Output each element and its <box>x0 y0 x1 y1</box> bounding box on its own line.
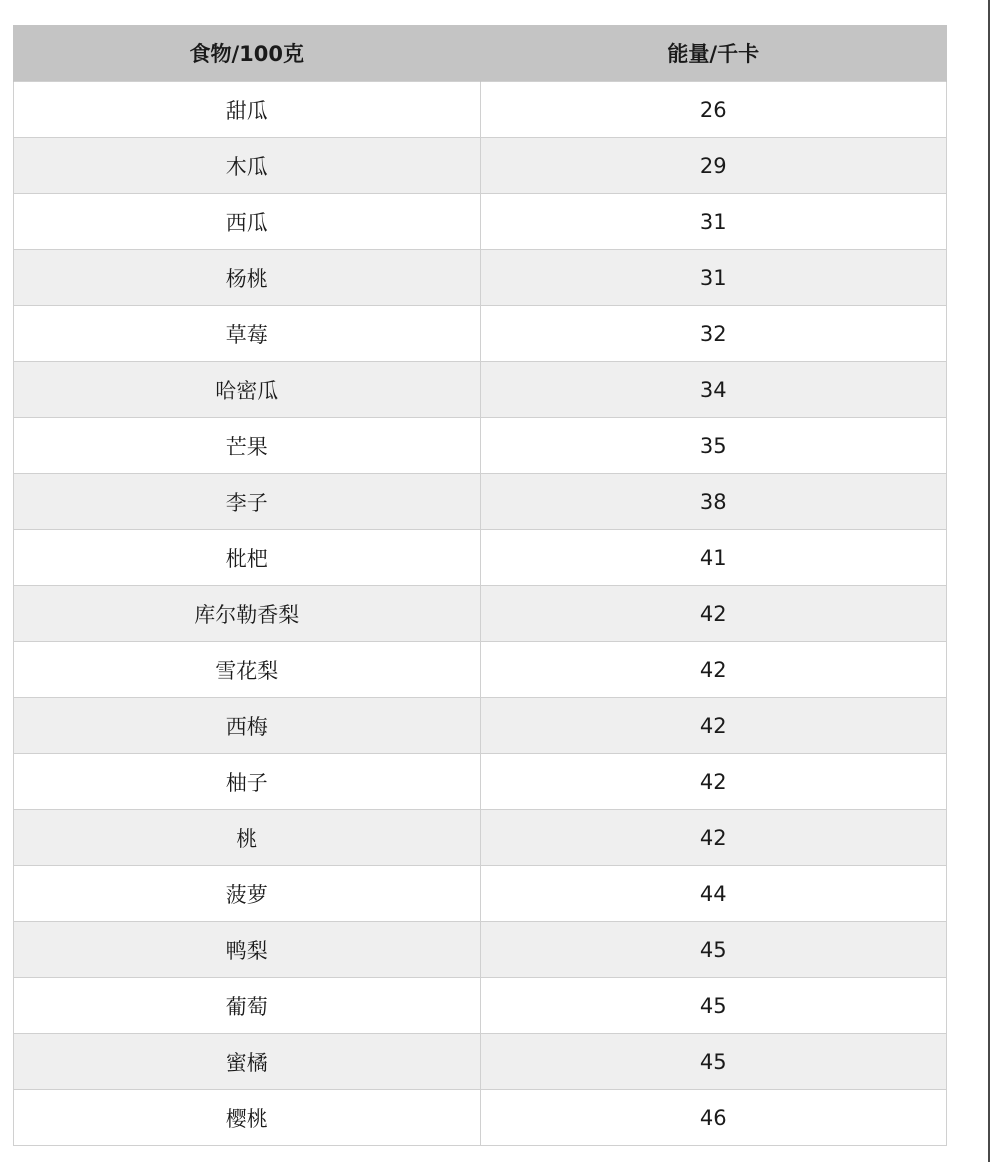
header-food: 食物/100克 <box>14 25 481 82</box>
energy-cell: 31 <box>480 250 947 306</box>
table-header <box>14 25 947 82</box>
table-body <box>14 82 947 1146</box>
energy-cell: 42 <box>480 810 947 866</box>
food-cell: 樱桃 <box>14 1090 481 1146</box>
food-cell: 草莓 <box>14 306 481 362</box>
table-row <box>14 250 947 306</box>
table-row <box>14 978 947 1034</box>
energy-cell: 41 <box>480 530 947 586</box>
right-border-line <box>988 0 990 1162</box>
food-cell: 西瓜 <box>14 194 481 250</box>
energy-cell: 38 <box>480 474 947 530</box>
food-cell: 菠萝 <box>14 866 481 922</box>
food-cell: 库尔勒香梨 <box>14 586 481 642</box>
energy-cell: 42 <box>480 754 947 810</box>
energy-cell: 45 <box>480 978 947 1034</box>
food-cell: 蜜橘 <box>14 1034 481 1090</box>
food-cell: 枇杷 <box>14 530 481 586</box>
table-row <box>14 474 947 530</box>
energy-cell: 26 <box>480 82 947 138</box>
energy-cell: 42 <box>480 698 947 754</box>
table-row <box>14 138 947 194</box>
table-row <box>14 418 947 474</box>
energy-cell: 46 <box>480 1090 947 1146</box>
table-row <box>14 362 947 418</box>
energy-cell: 45 <box>480 1034 947 1090</box>
energy-cell: 29 <box>480 138 947 194</box>
energy-cell: 42 <box>480 586 947 642</box>
food-cell: 哈密瓜 <box>14 362 481 418</box>
food-cell: 雪花梨 <box>14 642 481 698</box>
food-cell: 柚子 <box>14 754 481 810</box>
table-row <box>14 530 947 586</box>
food-cell: 西梅 <box>14 698 481 754</box>
calorie-table <box>13 25 947 1146</box>
food-cell: 芒果 <box>14 418 481 474</box>
header-energy: 能量/千卡 <box>480 25 947 82</box>
food-cell: 葡萄 <box>14 978 481 1034</box>
energy-cell: 34 <box>480 362 947 418</box>
table-row <box>14 1090 947 1146</box>
food-cell: 木瓜 <box>14 138 481 194</box>
energy-cell: 35 <box>480 418 947 474</box>
food-cell: 甜瓜 <box>14 82 481 138</box>
food-cell: 杨桃 <box>14 250 481 306</box>
table-row <box>14 810 947 866</box>
energy-cell: 42 <box>480 642 947 698</box>
table-row <box>14 698 947 754</box>
table-row <box>14 82 947 138</box>
header-row <box>14 25 947 82</box>
energy-cell: 32 <box>480 306 947 362</box>
table-row <box>14 642 947 698</box>
table-row <box>14 866 947 922</box>
table-row <box>14 194 947 250</box>
energy-cell: 44 <box>480 866 947 922</box>
table-row <box>14 754 947 810</box>
food-cell: 鸭梨 <box>14 922 481 978</box>
energy-cell: 31 <box>480 194 947 250</box>
table-row <box>14 1034 947 1090</box>
food-cell: 桃 <box>14 810 481 866</box>
table-row <box>14 922 947 978</box>
energy-cell: 45 <box>480 922 947 978</box>
table-row <box>14 586 947 642</box>
table-row <box>14 306 947 362</box>
food-cell: 李子 <box>14 474 481 530</box>
